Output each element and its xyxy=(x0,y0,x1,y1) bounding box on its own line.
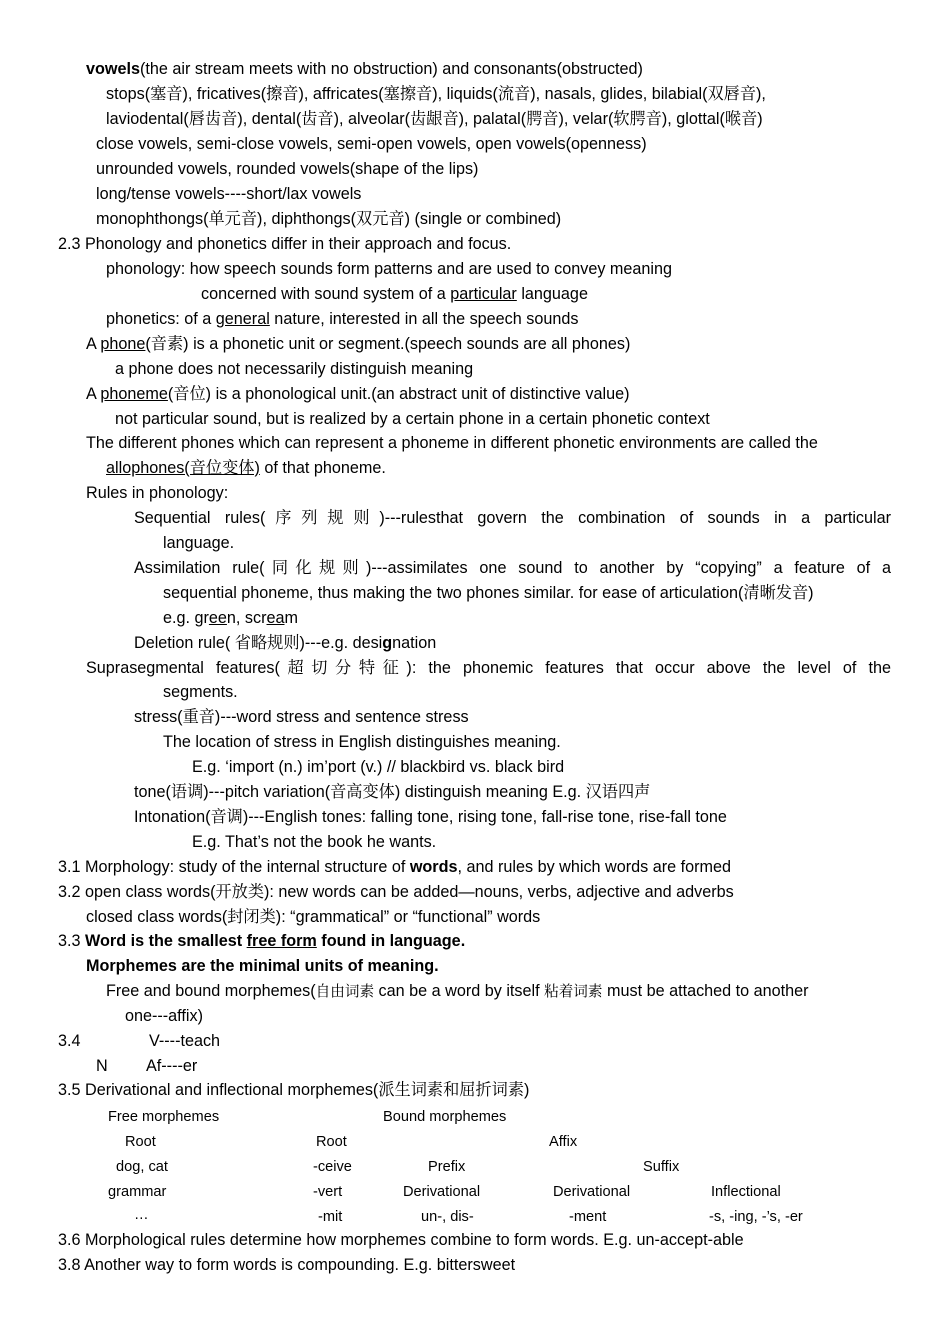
particular-term: particular xyxy=(450,285,517,303)
section-2-3-heading: 2.3 Phonology and phonetics differ in their approach and focus. xyxy=(58,235,512,253)
different-phones-line: The different phones which can represent a phoneme in different phonetic environments are called the xyxy=(86,434,818,452)
table-cell: -vert xyxy=(313,1184,343,1200)
table-cell: -s, -ing, -’s, -er xyxy=(709,1209,803,1225)
stress-example: E.g. ‘import (n.) im’port (v.) // blackbird vs. black bird xyxy=(192,758,565,776)
table-cell: un-, dis- xyxy=(421,1209,474,1225)
section-3-2: 3.2 open class words(开放类): new words can be added—nouns, verbs, adjective and adverbs xyxy=(58,883,734,901)
phoneme-definition: A phoneme(音位) is a phonological unit.(an abstract unit of distinctive value) xyxy=(86,385,630,403)
stress-line: stress(重音)---word stress and sentence stress xyxy=(134,708,469,726)
phone-note: a phone does not necessarily distinguish meaning xyxy=(115,360,474,378)
phonology-definition: phonology: how speech sounds form patterns and are used to convey meaning xyxy=(106,260,673,278)
prefix-header: Prefix xyxy=(428,1159,466,1175)
section-3-4-number: 3.4 xyxy=(58,1032,81,1050)
suffix-header: Suffix xyxy=(643,1159,680,1175)
long-tense-line: long/tense vowels----short/lax vowels xyxy=(96,185,362,203)
suprasegmental-line: Suprasegmental features(超切分特征): the phonemic features that occur above the level of the xyxy=(86,659,891,677)
phoneme-term: phoneme xyxy=(100,385,168,403)
table-cell: -mit xyxy=(318,1209,343,1225)
table-cell: … xyxy=(134,1207,149,1223)
suprasegmental-cont: segments. xyxy=(163,683,238,701)
close-vowels-line: close vowels, semi-close vowels, semi-open vowels, open vowels(openness) xyxy=(96,135,647,153)
free-bound-line: Free and bound morphemes(自由词素 can be a word by itself 粘着词素 must be attached to another xyxy=(106,982,809,1000)
phone-term: phone xyxy=(100,335,146,353)
morphemes-minimal-line: Morphemes are the minimal units of meaning. xyxy=(86,957,439,975)
section-3-8: 3.8 Another way to form words is compounding. E.g. bittersweet xyxy=(58,1256,516,1274)
free-bound-cont: one---affix) xyxy=(125,1007,203,1025)
vowels-term: vowels xyxy=(86,60,140,78)
derivational-prefix-header: Derivational xyxy=(403,1184,481,1200)
phone-definition: A phone(音素) is a phonetic unit or segment.(speech sounds are all phones) xyxy=(86,335,631,353)
table-cell: grammar xyxy=(108,1184,167,1200)
stress-location: The location of stress in English distinguishes meaning. xyxy=(163,733,561,751)
intonation-example: E.g. That’s not the book he wants. xyxy=(192,833,437,851)
laviodental-line: laviodental(唇齿音), dental(齿音), alveolar(齿龈音), palatal(腭音), velar(软腭音), glottal(喉音) xyxy=(106,110,763,128)
general-term: general xyxy=(215,310,270,328)
derivational-suffix-header: Derivational xyxy=(553,1184,631,1200)
phoneme-note: not particular sound, but is realized by a certain phone in a certain phonetic context xyxy=(115,410,710,428)
sequential-rules-line: Sequential rules(序列规则)---rulesthat govern the combination of sounds in a particular xyxy=(134,509,891,527)
unrounded-line: unrounded vowels, rounded vowels(shape of the lips) xyxy=(96,160,479,178)
stops-line: stops(塞音), fricatives(擦音), affricates(塞擦音), liquids(流音), nasals, glides, bilabial(双唇音), xyxy=(106,85,766,103)
section-3-4-affix: Af----er xyxy=(146,1057,198,1075)
assimilation-example: e.g. green, scream xyxy=(163,609,298,627)
free-morphemes-header: Free morphemes xyxy=(108,1109,220,1125)
assimilation-rule-line: Assimilation rule(同化规则)---assimilates one sound to another by “copying” a feature of a xyxy=(134,559,891,577)
assimilation-rule-cont: sequential phoneme, thus making the two phones similar. for ease of articulation(清晰发音) xyxy=(163,584,814,602)
section-3-6: 3.6 Morphological rules determine how morphemes combine to form words. E.g. un-accept-able xyxy=(58,1231,744,1249)
table-cell: dog, cat xyxy=(116,1159,168,1175)
intonation-line: Intonation(音调)---English tones: falling tone, rising tone, fall-rise tone, rise-fall tone xyxy=(134,808,727,826)
allophones-term: allophones(音位变体) xyxy=(106,459,260,477)
closed-class-line: closed class words(封闭类): “grammatical” or “functional” words xyxy=(86,908,541,926)
tone-line: tone(语调)---pitch variation(音高变体) distinguish meaning E.g. 汉语四声 xyxy=(134,783,651,801)
section-3-1: 3.1 Morphology: study of the internal structure of words, and rules by which words are formed xyxy=(58,858,732,876)
concerned-line: concerned with sound system of a particular language xyxy=(201,285,588,303)
monophthongs-line: monophthongs(单元音), diphthongs(双元音) (single or combined) xyxy=(96,210,562,228)
affix-header: Affix xyxy=(549,1134,578,1150)
bound-morphemes-header: Bound morphemes xyxy=(383,1109,507,1125)
inflectional-header: Inflectional xyxy=(711,1184,781,1200)
section-3-4-verb: V----teach xyxy=(149,1032,221,1050)
allophones-line: allophones(音位变体) of that phoneme. xyxy=(106,459,386,477)
table-cell: -ment xyxy=(569,1209,607,1225)
sequential-rules-cont: language. xyxy=(163,534,235,552)
deletion-rule-line: Deletion rule( 省略规则)---e.g. designation xyxy=(134,634,437,652)
section-3-3: 3.3 Word is the smallest free form found in language. xyxy=(58,932,466,950)
section-3-5: 3.5 Derivational and inflectional morphemes(派生词素和屈折词素) xyxy=(58,1081,530,1099)
phonetics-definition: phonetics: of a general nature, interested in all the speech sounds xyxy=(106,310,579,328)
vowels-line xyxy=(86,59,643,79)
vowels-text: (the air stream meets with no obstruction) and consonants(obstructed) xyxy=(140,60,643,78)
section-3-4-noun: N xyxy=(96,1057,108,1075)
table-cell: -ceive xyxy=(313,1159,352,1175)
free-form-term: free form xyxy=(246,932,317,950)
free-root-header: Root xyxy=(125,1134,156,1150)
rules-heading: Rules in phonology: xyxy=(86,484,229,502)
bound-root-header: Root xyxy=(316,1134,347,1150)
